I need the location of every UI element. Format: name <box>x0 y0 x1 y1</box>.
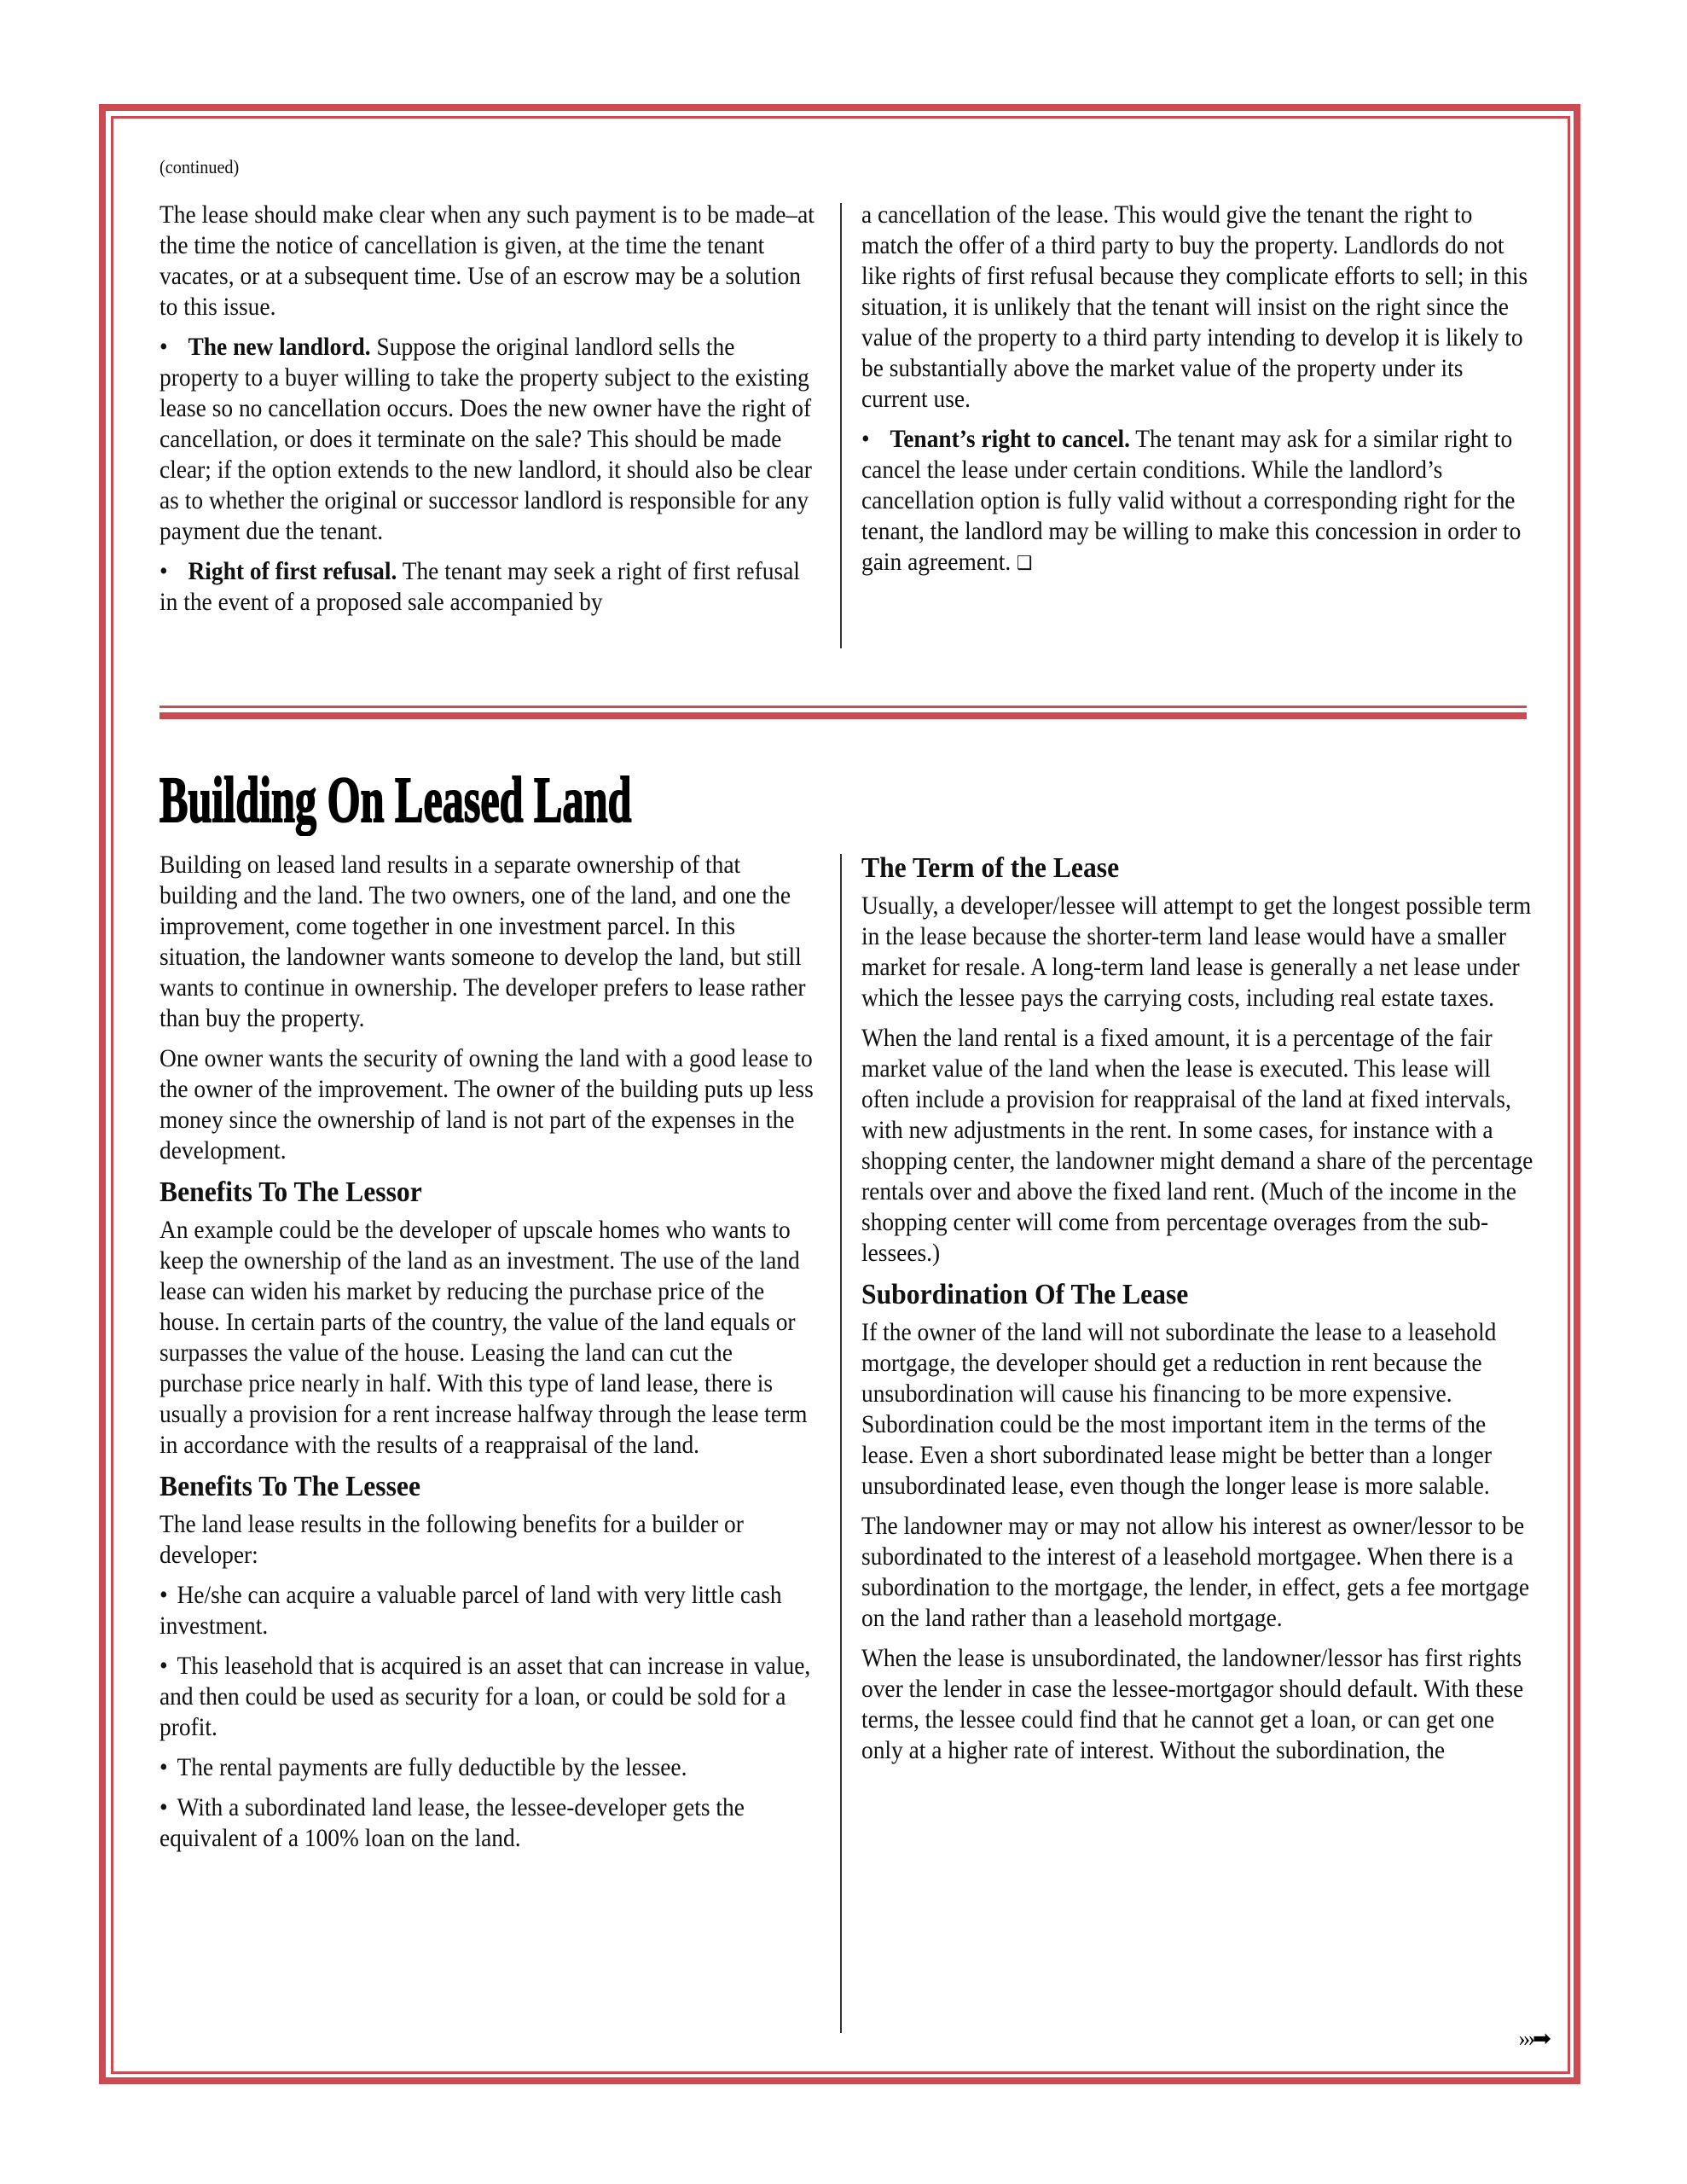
bullet-icon: • <box>159 1653 168 1680</box>
bullet-text: The rental payments are fully deductible by the lessee. <box>177 1754 687 1781</box>
bullet-item <box>861 424 1535 578</box>
bullet-text: The tenant may seek a right of first refusal in the event of a proposed sale accompanied by <box>159 558 800 616</box>
bullet-icon: • <box>159 558 168 585</box>
article-left-column <box>159 850 816 1863</box>
bullet-item <box>159 1792 816 1854</box>
paragraph: The lease should make clear when any such payment is to be made–at the time the notice of cancellation is given, at the time the tenant vacates, or at a subsequent time. Use of an escrow may be a solution to this issue. <box>159 201 815 321</box>
continued-arrow-icon: ›››➡ <box>1518 2026 1549 2051</box>
end-of-article-icon: ❑ <box>1017 552 1033 573</box>
bullet-lead: The new landlord. <box>188 334 371 361</box>
bullet-icon: • <box>861 426 870 453</box>
article-right-column <box>861 850 1535 1775</box>
bullet-icon: • <box>159 1754 168 1781</box>
bullet-lead: Tenant’s right to cancel. <box>890 426 1130 453</box>
section-divider-thin <box>159 706 1527 708</box>
paragraph: Building on leased land results in a separate ownership of that building and the land. The two owners, one of the land, and one the improvement, come together in one investment parcel. In this situation, the landowner wants someone to develop the land, but still wants to continue in ownership. The developer prefers to lease rather than buy the property. <box>159 851 806 1032</box>
paragraph: When the lease is unsubordinated, the landowner/lessor has first rights over the lender in case the lessee-mortgagor should default. With these terms, the lessee could find that he cannot get a loan, or can get one only at a higher rate of interest. Without the subordination, the <box>861 1645 1524 1764</box>
section-divider-thick <box>159 712 1527 719</box>
bullet-item <box>159 1580 816 1641</box>
section-heading-term: The Term of the Lease <box>861 852 1120 884</box>
continued-label: (continued) <box>159 156 240 177</box>
bullet-text: He/she can acquire a valuable parcel of land with very little cash investment. <box>159 1582 782 1640</box>
column-divider <box>840 854 842 2033</box>
bullet-item <box>159 332 816 547</box>
paragraph: a cancellation of the lease. This would give the tenant the right to match the offer of a third party to buy the property. Landlords do not like rights of first refusal because they complicate efforts to sell; in this situation, it is unlikely that the tenant will insist on the right since the value of the property to a third party intending to develop it is likely to be substantially above the market value of the property under its current use. <box>861 201 1528 413</box>
paragraph: If the owner of the land will not subordinate the lease to a leasehold mortgage, the developer should get a reduction in rent because the unsubordination will cause his financing to be more expensive. Subordination could be the most important item in the terms of the lease. Even a short subordinated lease might be better than a longer unsubordinated lease, even though the longer lease is more salable. <box>861 1319 1497 1500</box>
bullet-text: Suppose the original landlord sells the property to a buyer willing to take the property subject to the existing lease so no cancellation occurs. Does the new owner have the right of cancellation, or does it terminate on the sale? This should be made clear; if the option extends to the new landlord, it should also be clear as to whether the original or successor landlord is responsible for any payment due the tenant. <box>159 334 812 545</box>
top-left-column <box>159 200 816 627</box>
bullet-lead: Right of first refusal. <box>188 558 397 585</box>
bullet-text: The tenant may ask for a similar right to cancel the lease under certain conditions. While the landlord’s cancellation option is fully valid without a corresponding right for the tenant, the landlord may be willing to make this concession in order to gain agreement. <box>861 426 1522 576</box>
bullet-item <box>159 556 816 618</box>
paragraph: One owner wants the security of owning the land with a good lease to the owner of the improvement. The owner of the building puts up less money since the ownership of land is not part of the expenses in the development. <box>159 1045 814 1165</box>
bullet-icon: • <box>159 334 168 361</box>
bullet-text: With a subordinated land lease, the lessee-developer gets the equivalent of a 100% loan on the land. <box>159 1794 745 1852</box>
bullet-icon: • <box>159 1794 168 1821</box>
paragraph: The landowner may or may not allow his interest as owner/lessor to be subordinated to the interest of a leasehold mortgagee. When there is a subordination to the mortgage, the lender, in effect, gets a fee mortgage on the land rather than a leasehold mortgage. <box>861 1513 1530 1632</box>
paragraph: When the land rental is a fixed amount, it is a percentage of the fair market value of the land when the lease is executed. This lease will often include a provision for reappraisal of the land at fixed intervals, with new adjustments in the rent. In some cases, for instance with a shopping center, the landowner might demand a share of the percentage rentals over and above the fixed land rent. (Much of the income in the shopping center will come from percentage overages from the sub-lessees.) <box>861 1025 1533 1267</box>
paragraph: An example could be the developer of upscale homes who wants to keep the ownership of the land as an investment. The use of the land lease can widen his market by reducing the purchase price of the house. In certain parts of the country, the value of the land equals or surpasses the value of the house. Leasing the land can cut the purchase price nearly in half. With this type of land lease, there is usually a provision for a rent increase halfway through the lease term in accordance with the results of a reappraisal of the land. <box>159 1217 808 1459</box>
bullet-icon: • <box>159 1582 168 1609</box>
column-divider <box>840 203 842 648</box>
bullet-item <box>159 1651 816 1743</box>
section-heading-subordination: Subordination Of The Lease <box>861 1279 1189 1310</box>
article-title: Building On Leased Land <box>159 764 632 836</box>
section-heading-lessor: Benefits To The Lessor <box>159 1176 422 1208</box>
paragraph: Usually, a developer/lessee will attempt to get the longest possible term in the lease because the shorter-term land lease would have a smaller market for resale. A long-term land lease is generally a net lease under which the lessee pays the carrying costs, including real estate taxes. <box>861 892 1532 1012</box>
section-heading-lessee: Benefits To The Lessee <box>159 1471 420 1502</box>
bullet-text: This leasehold that is acquired is an asset that can increase in value, and then could be used as security for a loan, or could be sold for a profit. <box>159 1653 811 1741</box>
paragraph: The land lease results in the following benefits for a builder or developer: <box>159 1511 744 1569</box>
bullet-item <box>159 1752 816 1783</box>
top-right-column <box>861 200 1535 588</box>
